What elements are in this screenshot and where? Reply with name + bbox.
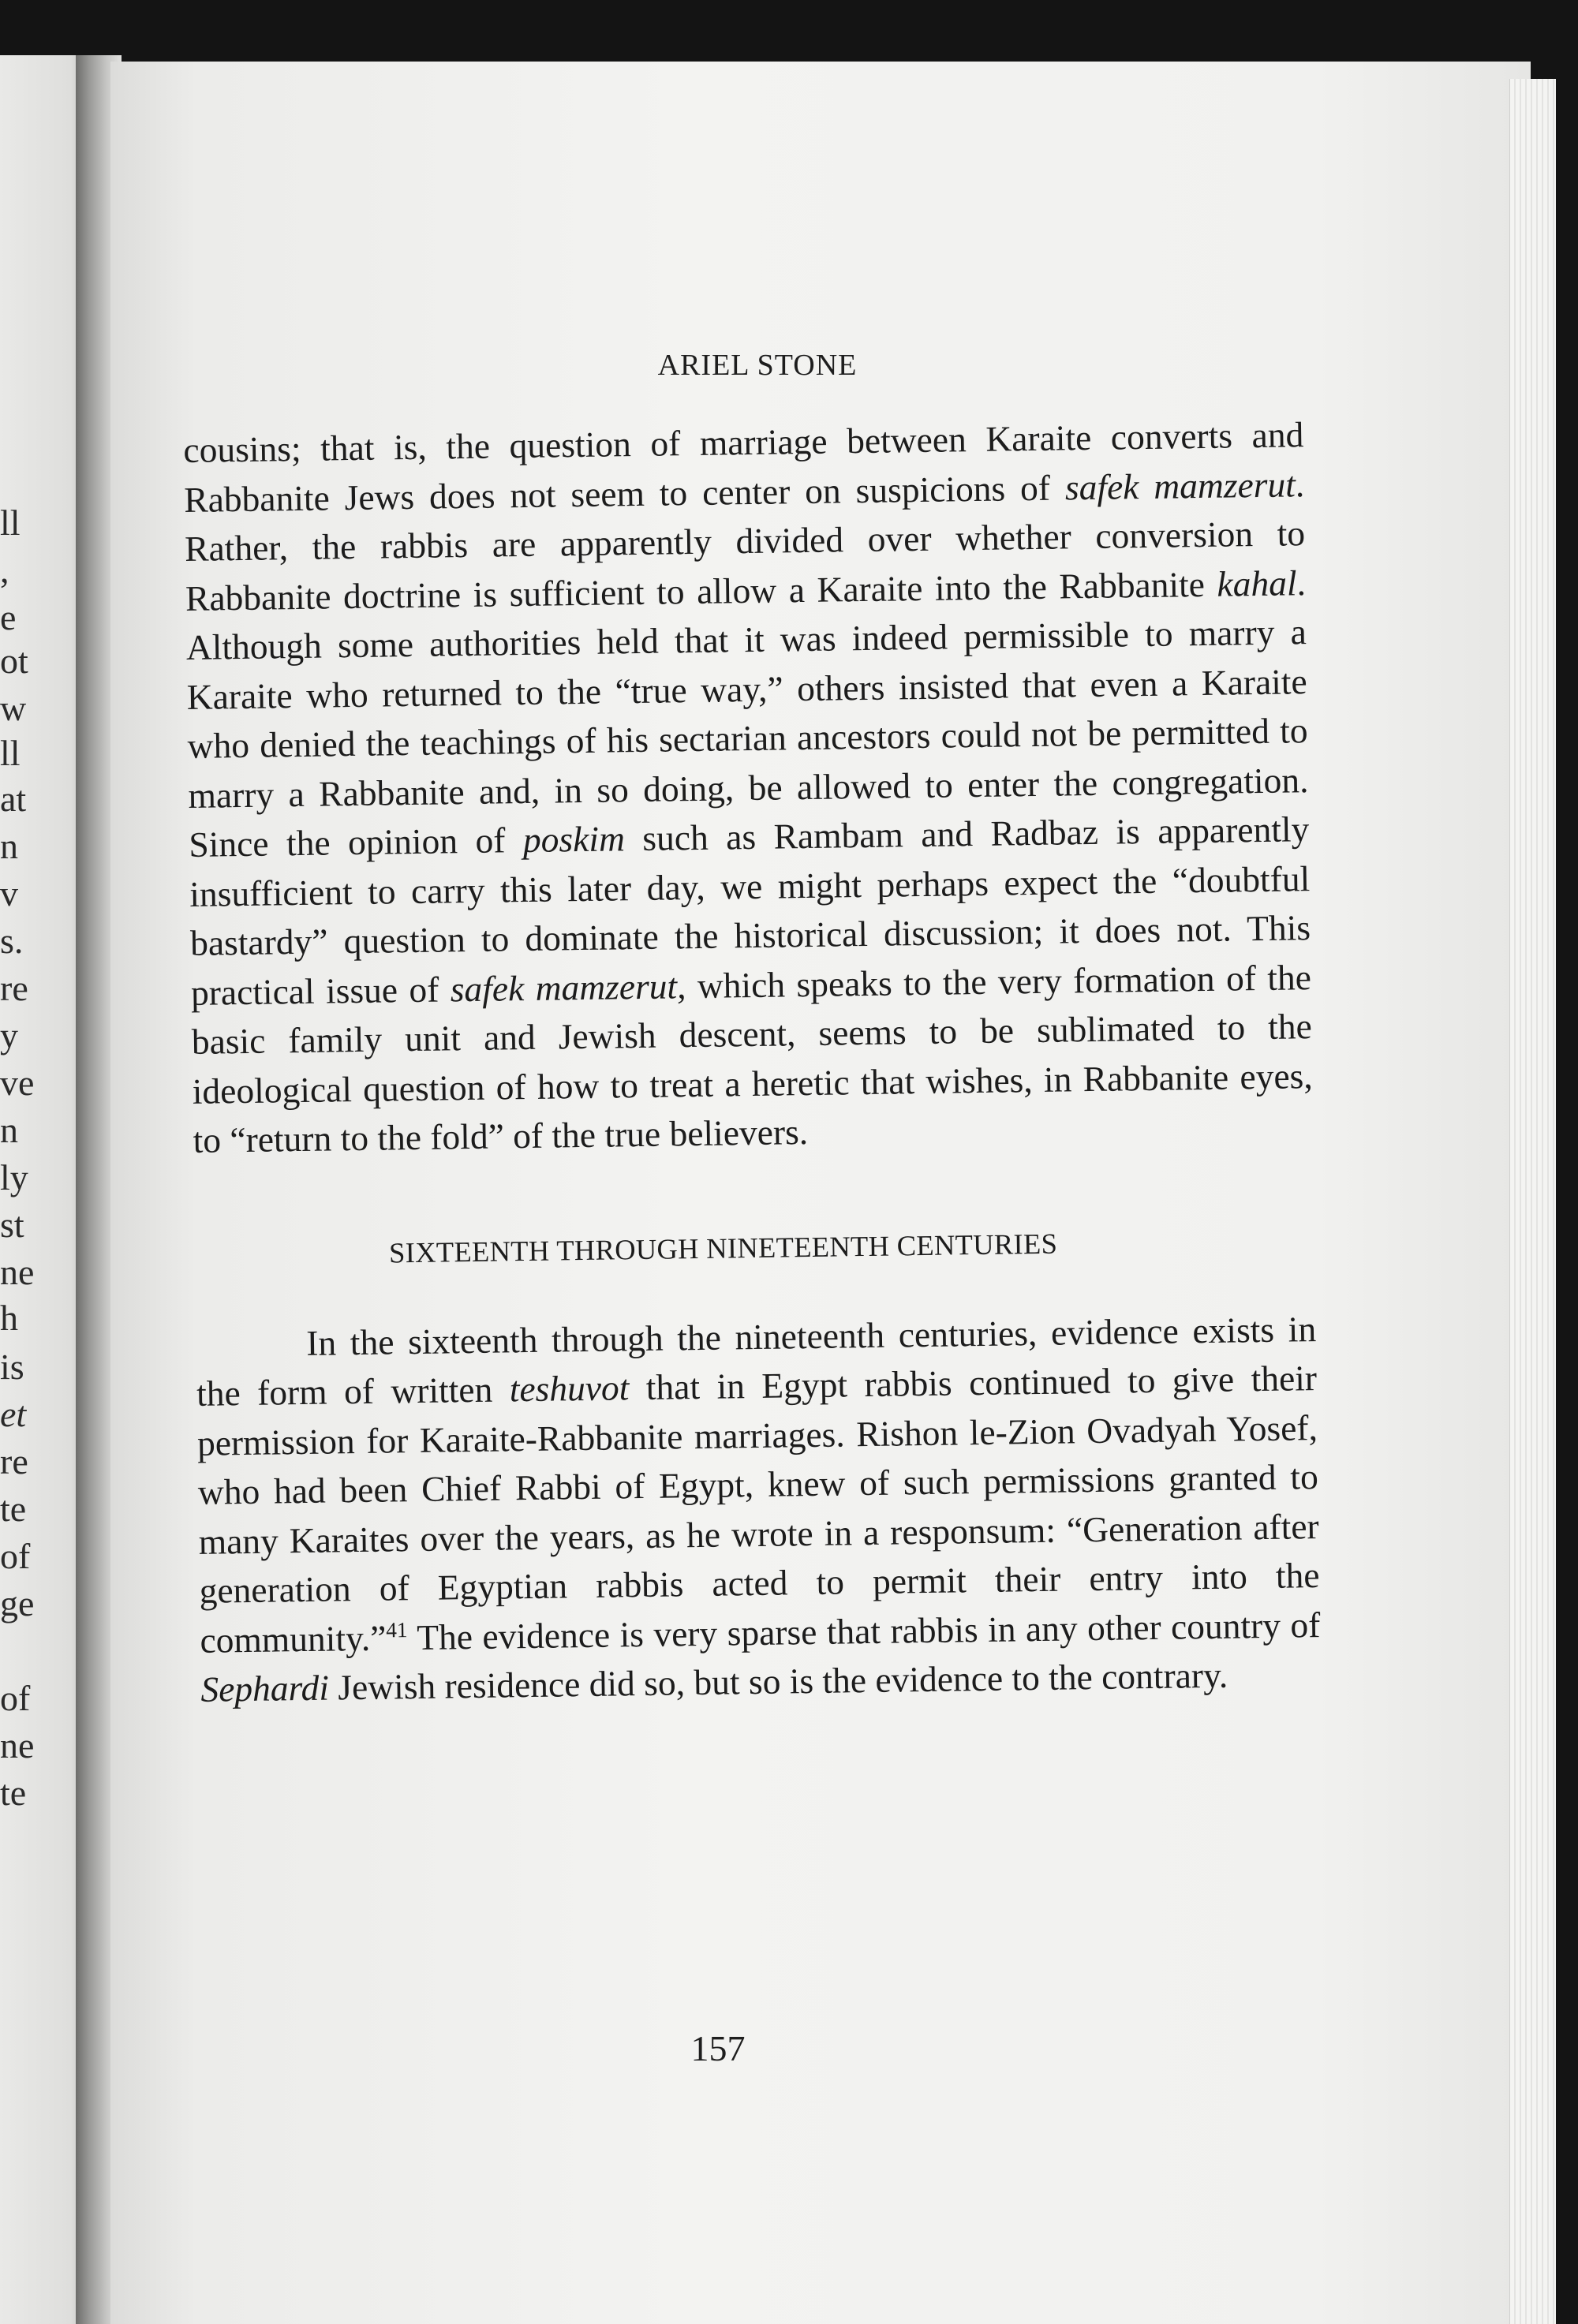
text-run: which speaks to the very formation of the basic family unit and Jewish descent, seems to be sublimated to the ideological question of how to treat a heretic that wishes, in Rabbanite eyes, to “return to the fold” of the true believers. <box>191 956 1313 1160</box>
facing-page-fragment: ve <box>0 1063 35 1103</box>
italic-term: safek mamzerut, <box>450 965 686 1009</box>
page-number: 157 <box>690 2028 746 2068</box>
text-run: . Rather, the rabbis are apparently divided over whether conversion to Rabbanite doctrine is sufficient to allow a Karaite into the Rabbanite <box>184 463 1306 618</box>
running-head: ARIEL STONE <box>657 349 858 382</box>
text-run: . Although some authorities held that it was indeed permissible to marry a Karaite who returned to the “true way,” others insisted that even a Karaite who denied the teachings of his sectarian ancestors could not be permitted to marry a Rabbanite and, in so doing, be allowed to enter the congregation. Since the opinion of <box>185 562 1309 865</box>
facing-page-fragment: et <box>0 1394 27 1434</box>
italic-term: poskim <box>522 818 626 861</box>
facing-page-fragment: h <box>0 1298 18 1338</box>
facing-page-fragment: ll <box>0 503 21 543</box>
facing-page-fragment: of <box>0 1536 31 1576</box>
facing-page-fragment: ll <box>0 733 21 773</box>
text-run: that in Egypt rabbis continued to give their permission for Karaite-Rabbanite marriages. Rishon le-Zion Ovadyah Yosef, who had been Chief Rabbi of Egypt, knew of such permissions granted to many Karaites over the years, as he wrote in a responsum: “Generation after generation of Egyptian rabbis acted to permit their entry into the community.” <box>196 1358 1320 1661</box>
facing-page-fragment: re <box>0 1441 28 1481</box>
text-run: The evidence is very sparse that rabbis in any other country of <box>407 1604 1321 1657</box>
text-run: such as Rambam and Radbaz is apparently insufficient to carry this later day, we might perhaps expect the “doubtful bastardy” question to dominate the historical discussion; it does not. This practical issue of <box>189 809 1311 1013</box>
text-run: cousins; that is, the question of marriage between Karaite converts and Rabbanite Jews does not seem to center on suspicions of <box>183 414 1304 520</box>
facing-page-fragment: s. <box>0 921 24 961</box>
italic-term: Sephardi <box>200 1667 330 1709</box>
facing-page-fragment: n <box>0 826 18 866</box>
page-body <box>183 410 1322 1714</box>
page-edges <box>1509 79 1556 2324</box>
facing-page-fragment: te <box>0 1489 27 1529</box>
facing-page-fragment: re <box>0 968 28 1008</box>
facing-page-fragment: ly <box>0 1157 28 1197</box>
paragraph-1 <box>183 410 1314 1165</box>
facing-page-fragment: ne <box>0 1725 35 1765</box>
facing-page-fragment: y <box>0 1015 18 1056</box>
facing-page-fragment: te <box>0 1773 27 1813</box>
paragraph-2 <box>196 1305 1322 1715</box>
text-run: In the sixteenth through the nineteenth centuries, evidence exists in the form of written <box>196 1308 1317 1414</box>
facing-page-fragment: n <box>0 1110 18 1150</box>
facing-page-fragment: is <box>0 1347 24 1387</box>
facing-page-fragment: , <box>0 550 9 590</box>
section-heading: SIXTEENTH THROUGH NINETEENTH CENTURIES <box>388 1227 1058 1268</box>
italic-term: safek mamzerut <box>1064 463 1296 507</box>
facing-page-fragment: of <box>0 1678 31 1718</box>
facing-page-fragment: ot <box>0 641 28 681</box>
facing-page-fragment: v <box>0 873 18 914</box>
facing-page-fragment: st <box>0 1205 24 1245</box>
footnote-ref: 41 <box>386 1617 408 1642</box>
facing-page-fragment: ge <box>0 1583 35 1623</box>
facing-page-fragment: ne <box>0 1252 35 1292</box>
facing-page-fragment: at <box>0 779 27 819</box>
facing-page-fragment: w <box>0 688 27 728</box>
facing-page-text-fragments <box>0 55 47 2324</box>
italic-term: kahal <box>1217 562 1297 604</box>
facing-page-fragment: e <box>0 597 17 637</box>
text-run: Jewish residence did so, but so is the evidence to the contrary. <box>328 1654 1228 1708</box>
italic-term: teshuvot <box>509 1367 630 1410</box>
